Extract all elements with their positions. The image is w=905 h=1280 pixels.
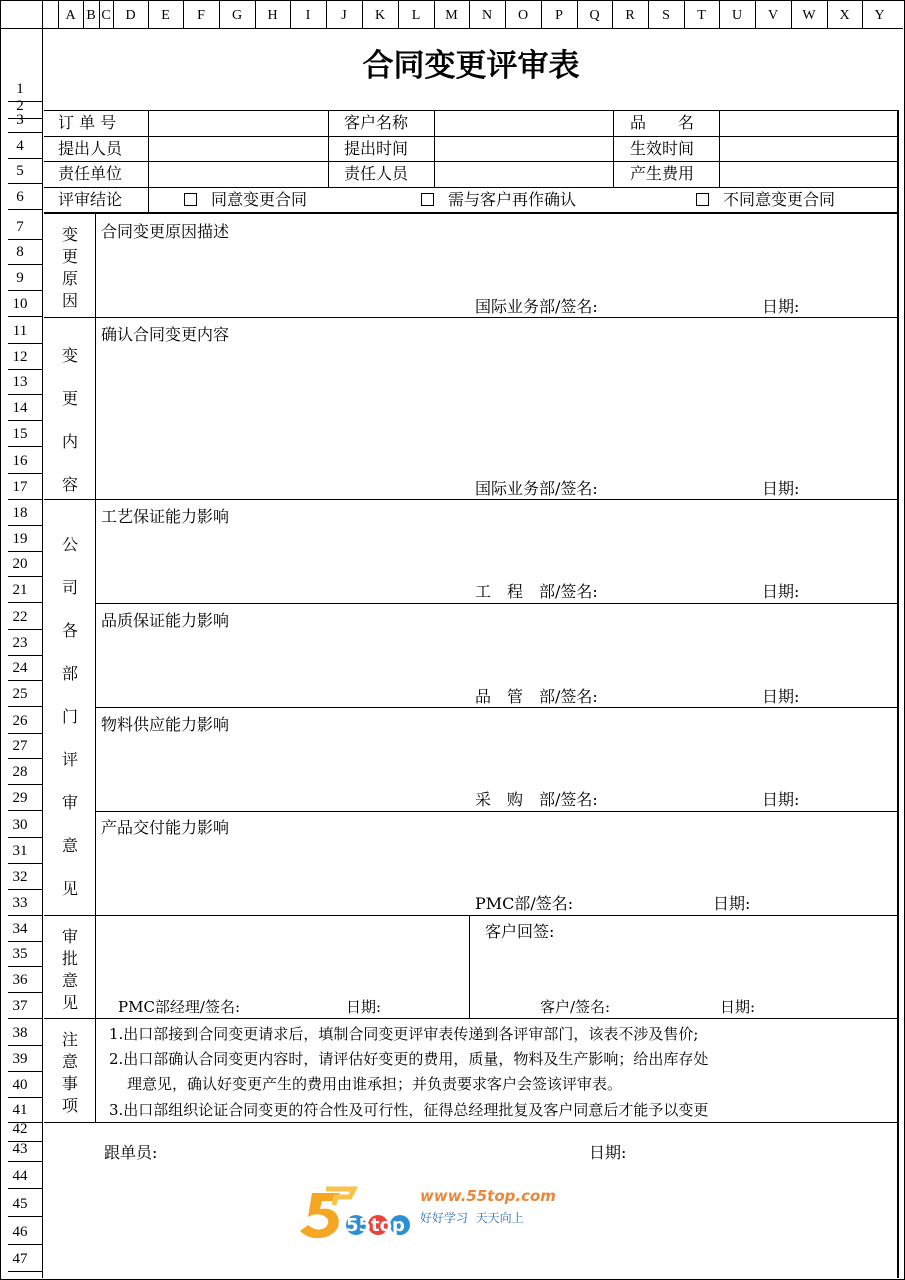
content-date-label: 日期: [762, 479, 800, 498]
row-number[interactable]: 37 [12, 998, 28, 1014]
row-number[interactable]: 9 [16, 270, 24, 286]
note-2: 2.出口部确认合同变更内容时，请评估好变更的费用，质量，物料及生产影响；给出库存处 [109, 1050, 709, 1068]
qc-date-label: 日期: [762, 687, 800, 706]
row-number[interactable]: 7 [16, 219, 24, 235]
row-number[interactable]: 2 [16, 98, 24, 114]
row-number[interactable]: 22 [12, 609, 28, 625]
checkbox-icon[interactable] [421, 193, 434, 206]
row-number[interactable]: 42 [12, 1121, 28, 1137]
notes-label: 注意事项 [61, 1030, 78, 1115]
column-header[interactable]: O [517, 8, 529, 23]
row-number[interactable]: 30 [12, 817, 28, 833]
engineering-date-label: 日期: [762, 582, 800, 601]
customer-name-field[interactable] [436, 112, 611, 134]
column-header[interactable]: H [267, 8, 278, 23]
customer-reply-label: 客户回签: [485, 922, 555, 941]
customer-sign-label: 客户/签名: [540, 998, 611, 1016]
row-number[interactable]: 8 [16, 244, 24, 260]
column-header[interactable]: B [86, 8, 96, 23]
reason-date-label: 日期: [762, 297, 800, 316]
row-number[interactable]: 16 [12, 453, 28, 469]
pmc-sign-label: PMC部/签名: [475, 894, 574, 913]
column-header[interactable]: D [125, 8, 136, 23]
engineering-sign-label: 工 程 部/签名: [475, 582, 598, 601]
product-name-field[interactable] [721, 112, 895, 134]
follower-label: 跟单员: [104, 1143, 158, 1162]
reason-section-label: 变更原因 [61, 225, 78, 310]
row-number[interactable]: 26 [12, 713, 28, 729]
note-1: 1.出口部接到合同变更请求后，填制合同变更评审表传递到各评审部门，该表不涉及售价; [109, 1025, 699, 1043]
row-number[interactable]: 14 [12, 400, 28, 416]
proposer-field[interactable] [150, 138, 326, 160]
column-header[interactable]: G [231, 8, 243, 23]
logo-text: 55top [346, 1215, 405, 1236]
responsible-unit-field[interactable] [150, 163, 326, 185]
approval-input[interactable] [98, 918, 466, 990]
row-number[interactable]: 32 [12, 869, 28, 885]
column-header[interactable]: C [101, 8, 111, 23]
watermark-slogan: 好好学习 天天向上 [420, 1211, 524, 1225]
row-number[interactable]: 4 [16, 138, 24, 154]
propose-time-field[interactable] [436, 138, 611, 160]
row-number[interactable]: 23 [12, 635, 28, 651]
propose-time-label: 提出时间 [344, 139, 409, 158]
process-input[interactable] [98, 530, 895, 578]
option-confirm[interactable]: 需与客户再作确认 [421, 190, 576, 210]
customer-date-label: 日期: [720, 998, 756, 1016]
column-header[interactable]: T [697, 8, 706, 23]
reason-input[interactable] [98, 245, 895, 291]
row-number[interactable]: 46 [12, 1224, 28, 1240]
column-header[interactable]: V [767, 8, 779, 23]
row-number[interactable]: 45 [12, 1196, 28, 1212]
row-number[interactable]: 33 [12, 895, 28, 911]
material-input[interactable] [98, 738, 895, 786]
responsible-unit-label: 责任单位 [58, 164, 123, 183]
checkbox-icon[interactable] [184, 193, 197, 206]
order-number-label: 订 单 号 [58, 113, 117, 132]
content-sign-label: 国际业务部/签名: [475, 479, 598, 498]
row-number[interactable]: 18 [12, 505, 28, 521]
row-number[interactable]: 19 [12, 531, 28, 547]
effective-time-label: 生效时间 [630, 139, 695, 158]
row-number[interactable]: 44 [12, 1168, 28, 1184]
column-header[interactable]: M [445, 8, 458, 23]
row-number[interactable]: 36 [12, 972, 28, 988]
row-number[interactable]: 27 [12, 738, 28, 754]
purchasing-date-label: 日期: [762, 790, 800, 809]
column-header[interactable]: K [374, 8, 386, 23]
follower-field[interactable] [170, 1140, 420, 1164]
row-number[interactable]: 47 [12, 1251, 28, 1267]
column-header[interactable]: E [161, 8, 170, 23]
row-number[interactable]: 28 [12, 764, 28, 780]
row-number[interactable]: 38 [12, 1025, 28, 1041]
proposer-label: 提出人员 [58, 139, 123, 158]
responsible-person-field[interactable] [436, 163, 611, 185]
column-header[interactable]: L [411, 8, 421, 23]
pmc-manager-sign-label: PMC部经理/签名: [118, 998, 241, 1016]
quality-input[interactable] [98, 634, 895, 682]
column-header[interactable]: X [839, 8, 850, 23]
row-number[interactable]: 21 [12, 582, 28, 598]
row-number[interactable]: 31 [12, 843, 28, 859]
row-number[interactable]: 20 [12, 556, 28, 572]
row-number[interactable]: 10 [12, 296, 28, 312]
note-3: 3.出口部组织论证合同变更的符合性及可行性，征得总经理批复及客户同意后才能予以变更 [109, 1101, 709, 1119]
row-number[interactable]: 41 [12, 1102, 28, 1118]
reason-sign-label: 国际业务部/签名: [475, 297, 598, 316]
review-conclusion-label: 评审结论 [58, 190, 123, 209]
qc-sign-label: 品 管 部/签名: [475, 687, 598, 706]
customer-reply-input[interactable] [472, 944, 895, 992]
row-number[interactable]: 5 [16, 163, 24, 179]
purchasing-sign-label: 采 购 部/签名: [475, 790, 598, 809]
row-number[interactable]: 34 [12, 921, 28, 937]
watermark-url: www.55top.com [420, 1187, 556, 1205]
delivery-input[interactable] [98, 841, 895, 889]
follower-date-label: 日期: [589, 1143, 627, 1162]
effective-time-field[interactable] [721, 138, 895, 160]
column-header[interactable]: A [65, 8, 76, 23]
column-header[interactable]: F [197, 8, 205, 23]
product-name-label: 品 名 [630, 113, 695, 132]
column-header[interactable]: J [341, 8, 347, 23]
column-header[interactable]: I [305, 8, 311, 23]
customer-name-label: 客户名称 [344, 113, 409, 132]
row-number[interactable]: 6 [16, 189, 24, 205]
row-number[interactable]: 11 [12, 323, 28, 339]
row-number[interactable]: 15 [12, 426, 28, 442]
option-disagree[interactable]: 不同意变更合同 [696, 190, 835, 210]
row-number[interactable]: 43 [12, 1141, 28, 1157]
row-number[interactable]: 25 [12, 686, 28, 702]
row-number[interactable]: 24 [12, 660, 28, 676]
column-header[interactable]: S [662, 8, 670, 23]
pmc-manager-date-label: 日期: [346, 998, 382, 1016]
column-header[interactable]: R [625, 8, 635, 23]
column-header[interactable]: Q [589, 8, 600, 23]
checkbox-icon[interactable] [696, 193, 709, 206]
content-section-label: 变 更 内 容 [61, 346, 78, 494]
reason-title: 合同变更原因描述 [101, 222, 230, 241]
column-header[interactable]: Y [874, 8, 885, 23]
row-number[interactable]: 29 [12, 790, 28, 806]
quality-title: 品质保证能力影响 [101, 611, 230, 630]
row-number[interactable]: 13 [12, 374, 28, 390]
column-header[interactable]: U [731, 8, 743, 23]
order-number-field[interactable] [150, 112, 326, 134]
cost-field[interactable] [721, 163, 895, 185]
pmc-date-label: 日期: [713, 894, 751, 913]
note-2-cont: 理意见，确认好变更产生的费用由谁承担；并负责要求客户会签该评审表。 [127, 1075, 623, 1093]
column-header[interactable]: W [802, 8, 816, 23]
responsible-person-label: 责任人员 [344, 164, 409, 183]
row-number[interactable]: 3 [16, 112, 24, 128]
content-title: 确认合同变更内容 [101, 325, 230, 344]
approval-label: 审批意见 [61, 927, 78, 1012]
watermark-logo [296, 1185, 556, 1245]
row-number[interactable]: 1 [16, 81, 24, 97]
row-number[interactable]: 12 [12, 349, 28, 365]
cost-label: 产生费用 [630, 164, 695, 183]
option-agree[interactable]: 同意变更合同 [184, 190, 307, 210]
delivery-title: 产品交付能力影响 [101, 818, 230, 837]
row-number[interactable]: 17 [12, 479, 28, 495]
row-number[interactable]: 35 [12, 946, 28, 962]
material-title: 物料供应能力影响 [101, 715, 230, 734]
content-input[interactable] [98, 348, 895, 473]
process-title: 工艺保证能力影响 [101, 507, 230, 526]
form-title: 合同变更评审表 [362, 48, 580, 84]
column-header[interactable]: P [555, 8, 563, 23]
row-number[interactable]: 40 [12, 1077, 28, 1093]
dept-review-label: 公 司 各 部 门 评 审 意 见 [61, 535, 78, 898]
row-number[interactable]: 39 [12, 1051, 28, 1067]
column-header[interactable]: N [481, 8, 493, 23]
